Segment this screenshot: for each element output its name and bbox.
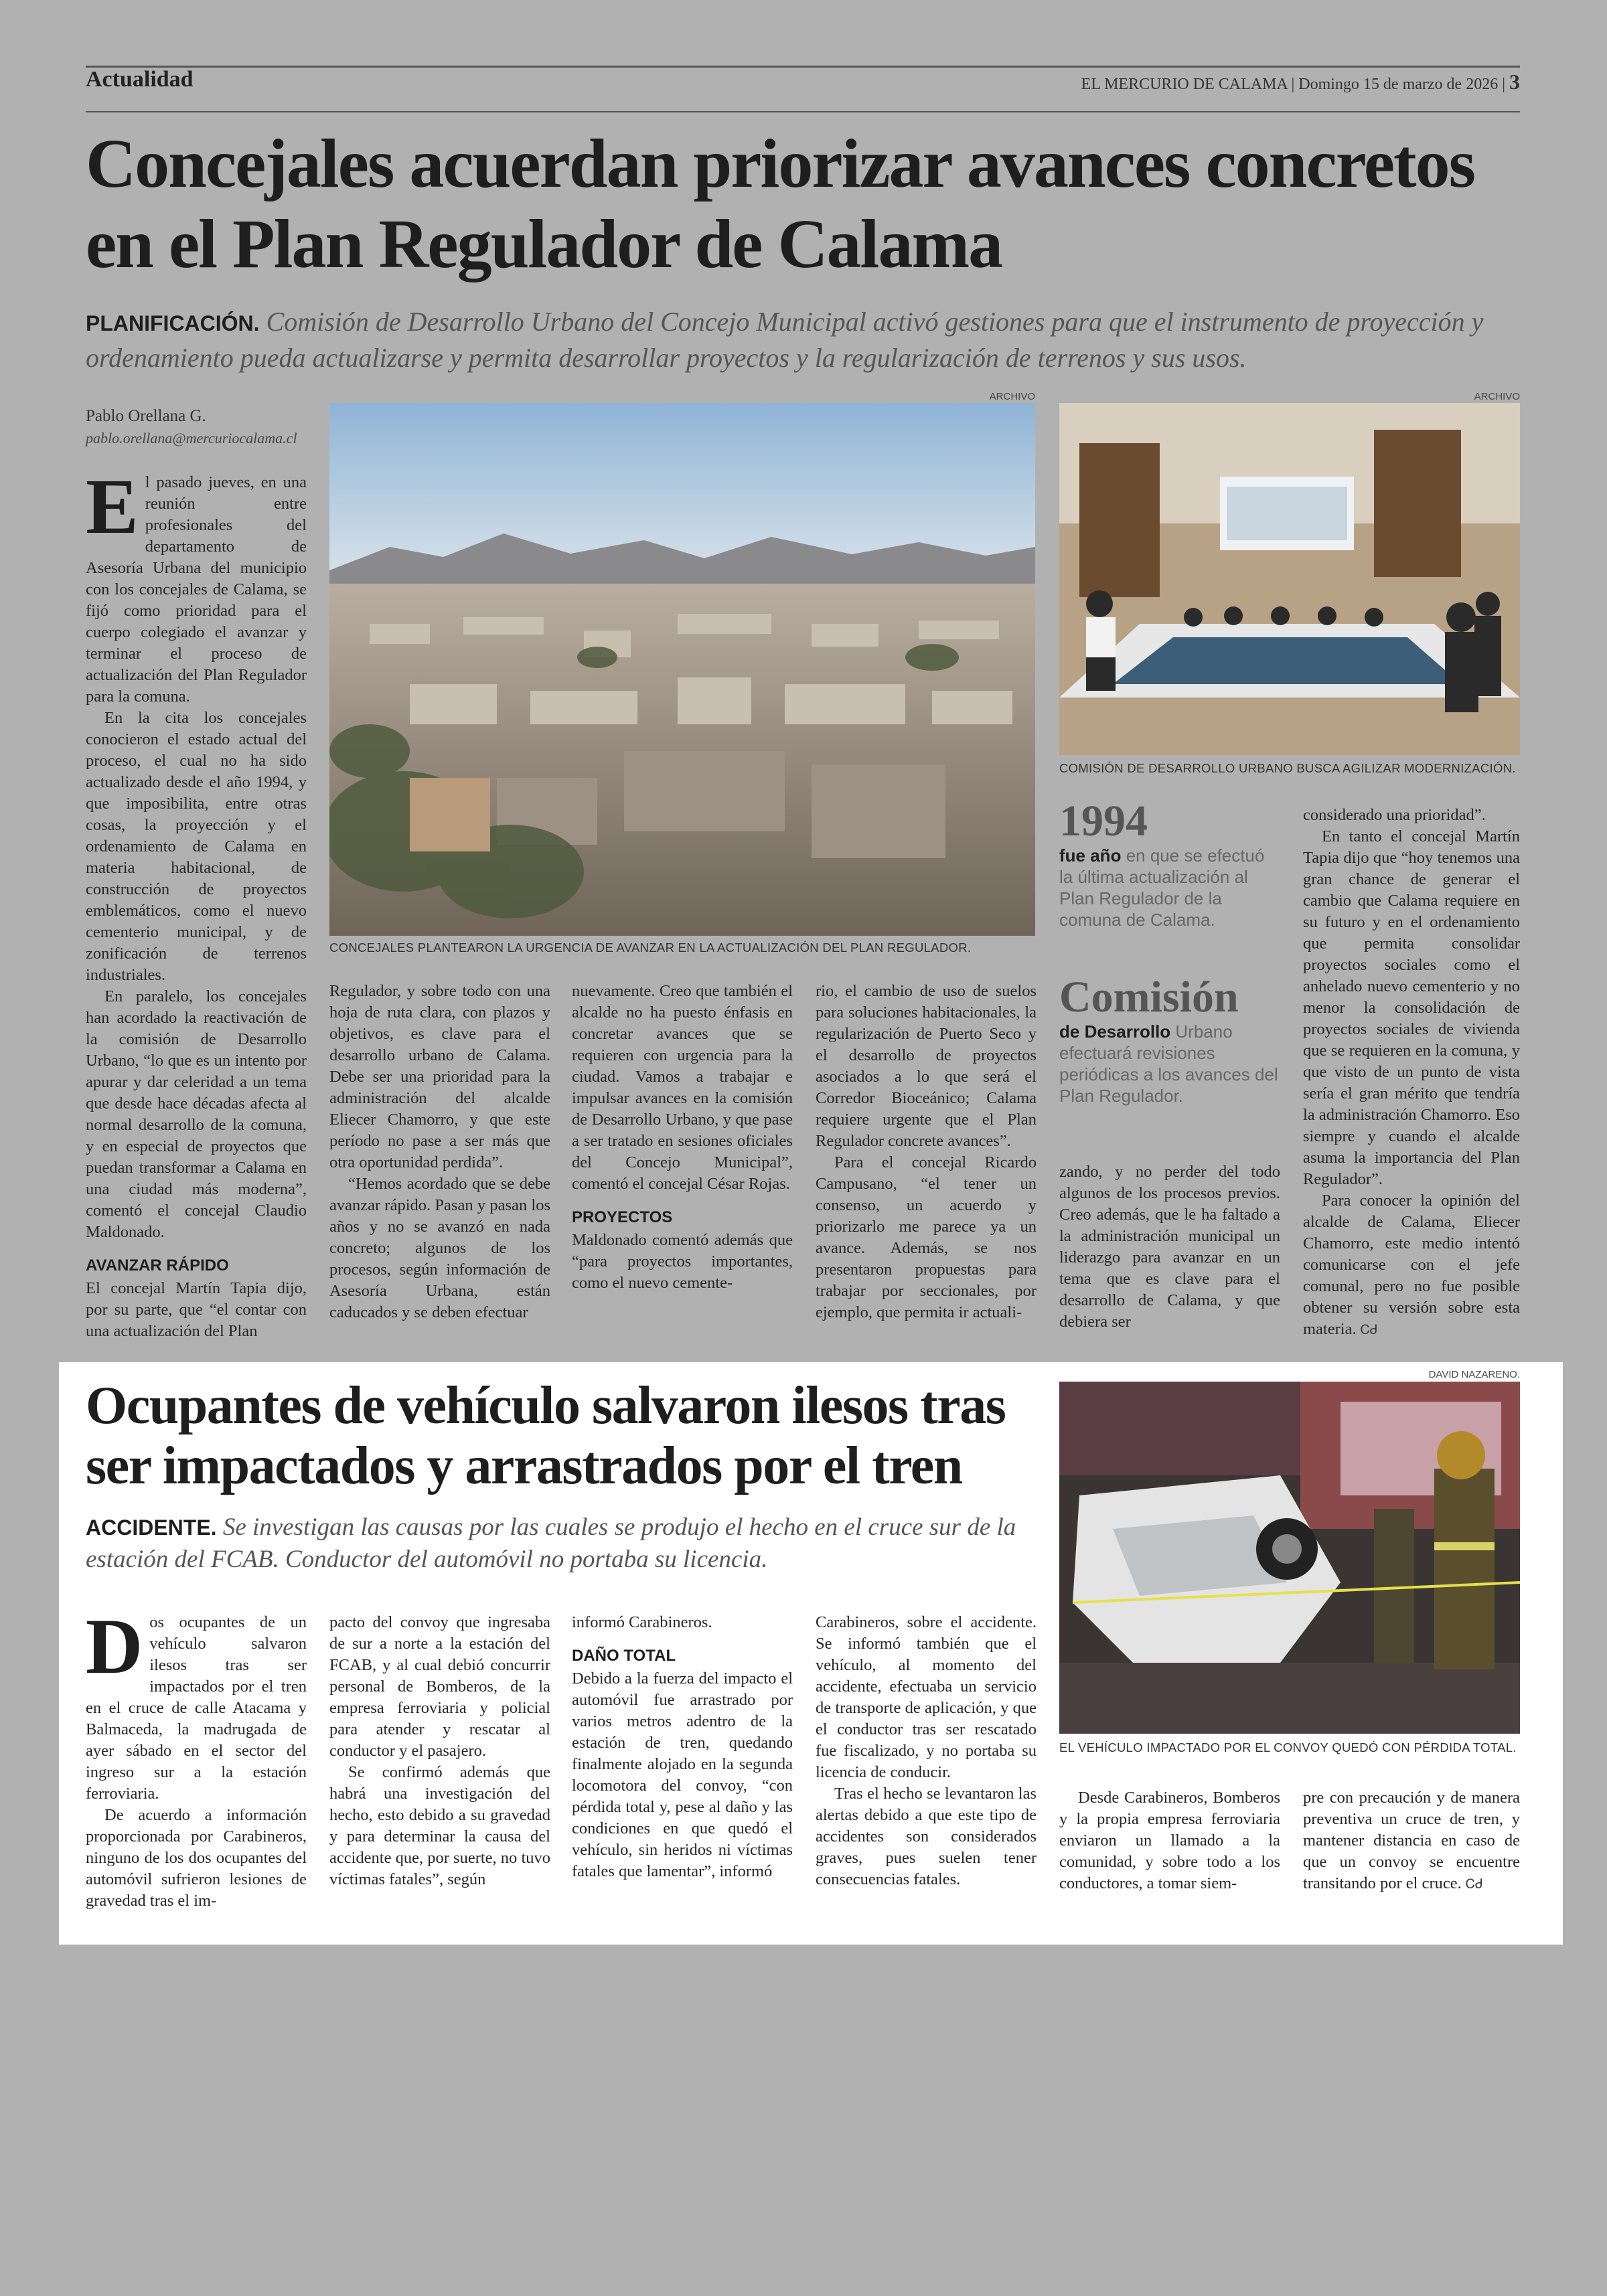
article1-deck-text: Comisión de Desarrollo Urbano del Concejo Municipal activó gestiones para que el instrumento de proyección y ordenamiento pueda actualizarse y permita desarrollar proyectos y la regularización de terrenos y sus usos. [86, 307, 1484, 373]
paragraph: De acuerdo a información proporcionada por Carabineros, ninguno de los dos ocupantes del automóvil sufrieron lesiones de gravedad tras el im- [86, 1806, 307, 1910]
article2-deck-text: Se investigan las causas por las cuales se produjo el hecho en el cruce sur de la estación del FCAB. Conductor del automóvil no portaba su licencia. [86, 1513, 1016, 1573]
article2-column-3 [572, 1612, 793, 1882]
article1-column-2 [329, 981, 550, 1323]
article2-column-4 [816, 1612, 1037, 1890]
fact-comision-title: Comisión [1059, 973, 1239, 1021]
paragraph: En paralelo, los concejales han acordado la reactivación de la comisión de Desarrollo Urbano, “lo que es un intento por apurar y dar celeridad a un tema que desde hace décadas afecta al normal desarrollo de la comuna, y en especial de proyectos que puedan transformar a Calama en una ciudad más moderna”, comentó el concejal Claudio Maldonado. [86, 987, 307, 1241]
fact-1994-number: 1994 [1059, 797, 1148, 845]
article1-headline: Concejales acuerdan priorizar avances concretos en el Plan Regulador de Calama [86, 125, 1475, 282]
issue-date: Domingo 15 de marzo de 2026 [1298, 76, 1499, 93]
paragraph [1303, 1787, 1520, 1895]
photo3-caption: EL VEHÍCULO IMPACTADO POR EL CONVOY QUEDÓ CON PÉRDIDA TOTAL. [1059, 1740, 1517, 1754]
header-rule-top [86, 66, 1520, 68]
accident-photo-illustration [1059, 1382, 1520, 1734]
photo1-caption: CONCEJALES PLANTEARON LA URGENCIA DE AVANZAR EN LA ACTUALIZACIÓN DEL PLAN REGULADOR. [329, 940, 972, 955]
drop-cap: D [86, 1603, 143, 1690]
fact-comision-text: Urbano efectuará revisiones periódicas a los avances del Plan Regulador. [1059, 1021, 1278, 1106]
paragraph: Maldonado comentó además que “para proyectos importantes, como el nuevo cemente- [572, 1231, 793, 1292]
paragraph-text: Para conocer la opinión del alcalde de Calama, Eliecer Chamorro, este medio intentó comunicarse con el jefe comunal, pero no fue posible obtener su versión sobre esta materia. [1303, 1192, 1520, 1338]
city-aerial-photo[interactable] [329, 403, 1035, 936]
paragraph: En la cita los concejales conocieron el estado actual del proceso, el cual no ha sido actualizado desde el año 1994, y que imposibilita, entre otras cosas, la proyección y el ordenamiento de Calama en materia habitacional, de construcción de proyectos emblemáticos, como el nuevo cementerio municipal, y de zonificación de terrenos industriales. [86, 709, 307, 984]
paragraph: nuevamente. Creo que también el alcalde no ha puesto énfasis en concretar avances que se requieren con urgencia para la ciudad. Vamos a trabajar e impulsar avances en la comisión de Desarrollo Urbano, y que pase a ser tratado en sesiones oficiales del Concejo Municipal”, comentó el concejal César Rojas. [572, 982, 793, 1193]
paragraph: Debido a la fuerza del impacto el automóvil fue arrastrado por varios metros adentro de la estación de tren, quedando finalmente alojado en la segunda locomotora del convoy, “con pérdida total y, pese al daño y las condiciones en que quedó el vehículo, sin heridos ni víctimas fatales que lamentar”, informó [572, 1669, 793, 1880]
paragraph: Se confirmó además que habrá una investigación del hecho, esto debido a su gravedad y para determinar la causa del accidente que, por suerte, no tuvo víctimas fatales”, según [329, 1763, 550, 1888]
accident-photo[interactable] [1059, 1382, 1520, 1734]
paper-name: EL MERCURIO DE CALAMA [1081, 76, 1288, 93]
subhead-avanzar: AVANZAR RÁPIDO [86, 1256, 229, 1275]
paragraph: zando, y no perder del todo algunos de los procesos previos. Creo además, que le ha faltado a la administración municipal un liderazgo para avanzar en un tema que es clave para el desarrollo de Calama, y que debiera ser [1059, 1163, 1280, 1331]
masthead: EL MERCURIO DE CALAMA | Domingo 15 de marzo de 2026 | 3 [1081, 70, 1520, 94]
fact-comision-bold: de Desarrollo [1059, 1021, 1171, 1042]
section-label: Actualidad [86, 67, 194, 92]
article1-column-6 [1303, 805, 1520, 1341]
article2-column-5 [1059, 1787, 1280, 1894]
paragraph: pacto del convoy que ingresaba de sur a norte a la estación del FCAB, y al cual debió concurrir personal de Bomberos, de la empresa ferroviaria y policial para atender y rescatar al conductor y el pasajero. [329, 1613, 550, 1760]
header-rule-bottom [86, 111, 1520, 112]
drop-cap: E [86, 463, 139, 550]
paragraph: rio, el cambio de uso de suelos para soluciones habitacionales, la regularización de Puerto Seco y el desarrollo de proyectos asociados a lo que será el Corredor Bioceánico; Calama requiere urgente que el Plan Regulador concrete avances”. [816, 982, 1037, 1150]
page-number: 3 [1509, 70, 1520, 94]
article2-kicker: ACCIDENTE. [86, 1515, 217, 1540]
subhead-dano-total: DAÑO TOTAL [572, 1647, 676, 1665]
end-mark: ᏟᏧ [1360, 1323, 1377, 1337]
article1-column-5 [1059, 1161, 1280, 1333]
article2-column-6 [1303, 1787, 1520, 1895]
fact-1994-text: en que se efectuó la última actualización al Plan Regulador de la comuna de Calama. [1059, 845, 1265, 930]
paragraph: El concejal Martín Tapia dijo, por su parte, que “el contar con una actualización del Plan [86, 1279, 307, 1340]
photo1-credit: ARCHIVO [989, 391, 1035, 402]
article1-deck [86, 305, 1532, 376]
paragraph [1303, 1190, 1520, 1341]
fact-box-comision [1059, 974, 1280, 1106]
photo2-caption: COMISIÓN DE DESARROLLO URBANO BUSCA AGILIZAR MODERNIZACIÓN. [1059, 761, 1516, 775]
article2-headline: Ocupantes de vehículo salvaron ilesos tras ser impactados y arrastrados por el tren [86, 1376, 1006, 1495]
paragraph: informó Carabineros. [572, 1613, 712, 1631]
city-photo-illustration [329, 403, 1035, 936]
meeting-photo[interactable] [1059, 403, 1520, 755]
paragraph: considerado una prioridad”. [1303, 806, 1486, 824]
article2-deck [86, 1511, 1037, 1576]
article1-column-3 [572, 981, 793, 1294]
paragraph: Para el concejal Ricardo Campusano, “el tener un consenso, un acuerdo y priorizarlo me parece ya un avance. Además, se nos presentaron propuestas para trabajar por seccionales, por ejemplo, que permita ir actuali- [816, 1153, 1037, 1321]
paragraph: Tras el hecho se levantaron las alertas debido a que este tipo de accidentes son considerados graves, pues suelen tener consecuencias fatales. [816, 1785, 1037, 1888]
byline: Pablo Orellana G. [86, 407, 206, 425]
subhead-proyectos: PROYECTOS [572, 1208, 673, 1226]
article2-column-1 [86, 1603, 307, 1912]
paragraph-text: pre con precaución y de manera preventiva un cruce de tren, y mantener distancia en caso de que un convoy se encuentre transitando por el cruce. [1303, 1789, 1520, 1892]
article1-column-4 [816, 981, 1037, 1323]
end-mark-2: ᏟᏧ [1465, 1877, 1483, 1892]
fact-box-1994 [1059, 798, 1280, 930]
meeting-photo-illustration [1059, 403, 1520, 755]
author-email[interactable]: pablo.orellana@mercuriocalama.cl [86, 430, 297, 446]
paragraph: os ocupantes de un vehículo salvaron ilesos tras ser impactados por el tren en el cruce de calle Atacama y Balmaceda, la madrugada de ayer sábado en el sector del ingreso sur a la estación ferroviaria. [86, 1613, 307, 1803]
paragraph: Regulador, y sobre todo con una hoja de ruta clara, con plazos y objetivos, es clave para el desarrollo urbano de Calama. Debe ser una prioridad para la administración del alcalde Eliecer Chamorro, y que este período no pase a ser más que otra oportunidad perdida”. [329, 982, 550, 1171]
paragraph: Desde Carabineros, Bomberos y la propia empresa ferroviaria enviaron un llamado a la comunidad, y sobre todo a los conductores, a tomar siem- [1059, 1789, 1280, 1892]
paragraph: “Hemos acordado que se debe avanzar rápido. Pasan y pasan los años y no se avanzó en nada concreto; algunos de los procesos, según información de Asesoría Urbana, están caducados y se deben efectuar [329, 1175, 550, 1321]
paragraph: l pasado jueves, en una reunión entre profesionales del departamento de Asesoría Urbana del municipio con los concejales de Calama, se fijó como prioridad para el cuerpo colegiado el avanzar y terminar el proceso de actualización del Plan Regulador para la comuna. [86, 473, 307, 706]
photo3-credit: DAVID NAZARENO. [1428, 1369, 1520, 1380]
article1-kicker: PLANIFICACIÓN. [86, 311, 260, 335]
fact-1994-bold: fue año [1059, 845, 1122, 866]
photo2-credit: ARCHIVO [1474, 391, 1520, 402]
paragraph: En tanto el concejal Martín Tapia dijo que “hoy tenemos una gran chance de generar el cambio que Calama requiere en su futuro y en el ordenamiento que permita consolidar proyectos sociales como el anhelado nuevo cementerio y no menor la consolidación de proyectos sociales de vivienda que se requieren en la comuna, y que visto de un punto de vista sería el gran mérito que tendría la administración Chamorro. Eso siempre y cuando el alcalde asuma la importancia del Plan Regulador”. [1303, 827, 1520, 1188]
article1-column-1 [86, 463, 307, 1342]
article2-column-2 [329, 1612, 550, 1890]
paragraph: Carabineros, sobre el accidente. Se informó también que el vehículo, al momento del accidente, efectuaba un servicio de transporte de aplicación, y que el conductor tras ser rescatado fue fiscalizado, y no portaba su licencia de conducir. [816, 1613, 1037, 1781]
